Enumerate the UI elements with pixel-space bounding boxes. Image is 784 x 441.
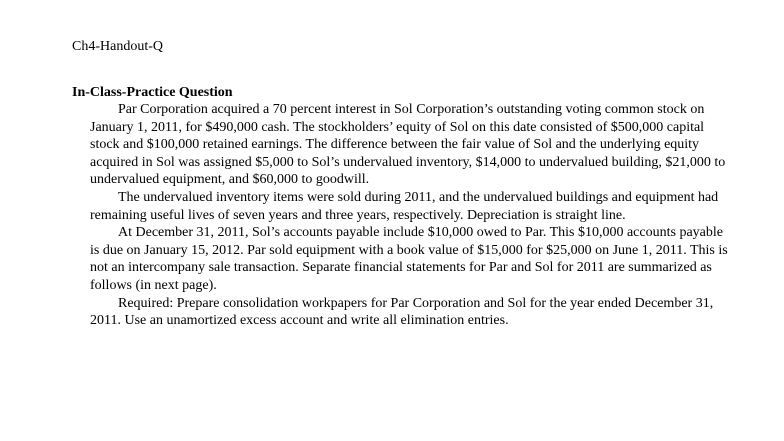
section-heading: In-Class-Practice Question: [72, 85, 233, 100]
paragraph-depreciation: The undervalued inventory items were sold during 2011, and the undervalued buildings and equipment had remaining useful lives of seven years and three years, respectively. Depreciation is straight line.: [90, 189, 719, 223]
question-body: [90, 101, 730, 330]
paragraph-payables: At December 31, 2011, Sol’s accounts payable include $10,000 owed to Par. This $10,000 accounts payable is due on January 15, 2012. Par sold equipment with a book value of $15,000 for $25,000 on June 1, 2011. This is not an intercompany sale transaction. Separate financial statements for Par and Sol for 2011 are summarized as follows (in next page).: [90, 225, 728, 293]
paragraph-required: Required: Prepare consolidation workpapers for Par Corporation and Sol for the year ended December 31, 2011. Use an unamortized excess account and write all elimination entries.: [90, 295, 714, 329]
paragraph-acquisition: Par Corporation acquired a 70 percent interest in Sol Corporation’s outstanding voting common stock on January 1, 2011, for $490,000 cash. The stockholders’ equity of Sol on this date consisted of $500,000 capital stock and $100,000 retained earnings. The difference between the fair value of Sol and the underlying equity acquired in Sol was assigned $5,000 to Sol’s undervalued inventory, $14,000 to undervalued building, $21,000 to undervalued equipment, and $60,000 to goodwill.: [90, 102, 726, 188]
document-title: Ch4-Handout-Q: [72, 39, 163, 54]
